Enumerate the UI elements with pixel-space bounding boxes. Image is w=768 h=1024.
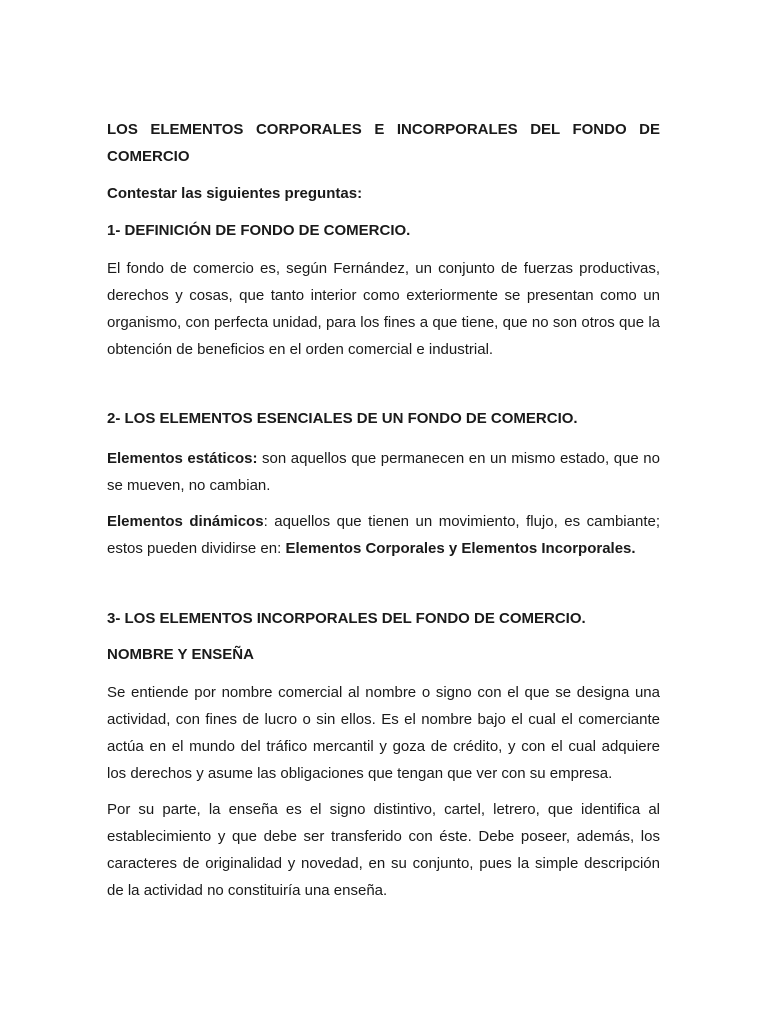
static-elements-text: son aquellos que permanecen en un mismo estado, que no se mueven, no cambian. bbox=[107, 450, 660, 494]
nombre-ensena-heading: NOMBRE Y ENSEÑA bbox=[107, 646, 254, 663]
section1-paragraph: El fondo de comercio es, según Fernández, un conjunto de fuerzas productivas, derechos y cosas, que tanto interior como exteriormente se presentan como un organismo, con perfecta unidad, para los fines a que tiene, que no son otros que la obtención de beneficios en el orden comercial e industrial. bbox=[107, 260, 660, 358]
dynamic-elements-text: : aquellos que tienen un movimiento, flujo, es cambiante; estos pueden dividirse en: bbox=[107, 513, 660, 557]
spacer bbox=[107, 571, 660, 609]
section3-heading: 3- LOS ELEMENTOS INCORPORALES DEL FONDO DE COMERCIO. bbox=[107, 610, 586, 627]
nombre-comercial-paragraph: Se entiende por nombre comercial al nombre o signo con el que se designa una actividad, con fines de lucro o sin ellos. Es el nombre bajo el cual el comerciante actúa en el mundo del tráfico mercantil y goza de crédito, y con el cual adquiere los derechos y asume las obligaciones que tengan que ver con su empresa. bbox=[107, 684, 660, 782]
dynamic-elements-label: Elementos dinámicos bbox=[107, 513, 264, 530]
dynamic-elements-types: Elementos Corporales y Elementos Incorporales. bbox=[285, 540, 636, 557]
ensena-paragraph: Por su parte, la enseña es el signo distintivo, cartel, letrero, que identifica al establecimiento y que debe ser transferido con éste. Debe poseer, además, los caracteres de originalidad y novedad, en su conjunto, pues la simple descripción de la actividad no constituiría una enseña. bbox=[107, 801, 660, 899]
static-elements-paragraph bbox=[107, 445, 660, 499]
instruction-text: Contestar las siguientes preguntas: bbox=[107, 185, 363, 202]
section2-heading: 2- LOS ELEMENTOS ESENCIALES DE UN FONDO DE COMERCIO. bbox=[107, 410, 578, 427]
document-page bbox=[107, 116, 660, 913]
static-elements-label: Elementos estáticos: bbox=[107, 450, 258, 467]
spacer bbox=[107, 372, 660, 409]
document-title: LOS ELEMENTOS CORPORALES E INCORPORALES DEL FONDO DE COMERCIO bbox=[107, 121, 660, 165]
section1-heading: 1- DEFINICIÓN DE FONDO DE COMERCIO. bbox=[107, 222, 411, 239]
dynamic-elements-paragraph bbox=[107, 508, 660, 562]
